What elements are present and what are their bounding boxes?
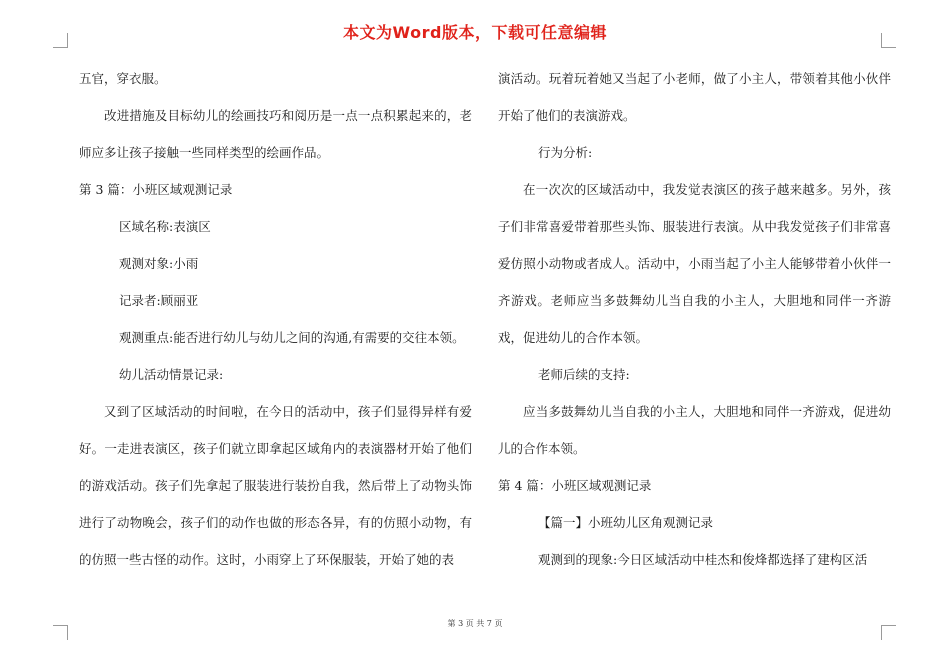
- paragraph: 老师后续的支持:: [538, 367, 630, 382]
- paragraph: 应当多鼓舞幼儿当自我的小主人，大胆地和同伴一齐游戏，促进幼儿的合作本领。: [498, 404, 891, 456]
- subsection-heading: 【篇一】小班幼儿区角观测记录: [538, 515, 714, 530]
- paragraph: 记录者:顾丽亚: [119, 293, 199, 308]
- crop-mark-top-left: [53, 33, 68, 48]
- paragraph: 幼儿活动情景记录:: [119, 367, 224, 382]
- paragraph: 观测对象:小雨: [119, 256, 199, 271]
- paragraph: 又到了区域活动的时间啦，在今日的活动中，孩子们显得异样有爱好。一走进表演区，孩子们就立即拿起区域角内的表演器材开始了他们的游戏活动。孩子们先拿起了服装进行装扮自我，然后带上了动物头饰进行了动物晚会，孩子们的动作也做的形态各异，有的仿照小动物，有的仿照一些古怪的动作。这时，小雨穿上了环保服装，开始了她的表: [79, 404, 472, 567]
- paragraph: 观测重点:能否进行幼儿与幼儿之间的沟通,有需要的交往本领。: [119, 330, 465, 345]
- paragraph: 改进措施及目标幼儿的绘画技巧和阅历是一点一点积累起来的，老师应多让孩子接触一些同样类型的绘画作品。: [79, 108, 472, 160]
- left-column: [79, 60, 472, 578]
- crop-mark-top-right: [881, 33, 896, 48]
- paragraph: 行为分析:: [538, 145, 593, 160]
- paragraph: 演活动。玩着玩着她又当起了小老师，做了小主人，带领着其他小伙伴开始了他们的表演游戏。: [498, 71, 891, 123]
- word-version-banner: 本文为Word版本，下载可任意编辑: [343, 23, 607, 42]
- paragraph: 观测到的现象:今日区域活动中桂杰和俊烽都选择了建构区活: [538, 552, 868, 567]
- paragraph: 区域名称:表演区: [119, 219, 211, 234]
- page-number: 第 3 页 共 7 页: [447, 619, 503, 628]
- paragraph: 在一次次的区域活动中，我发觉表演区的孩子越来越多。另外，孩子们非常喜爱带着那些头饰、服装进行表演。从中我发觉孩子们非常喜爱仿照小动物或者成人。活动中，小雨当起了小主人能够带着小伙伴一齐游戏。老师应当多鼓舞幼儿当自我的小主人，大胆地和同伴一齐游戏，促进幼儿的合作本领。: [498, 182, 891, 345]
- section-heading: 第 3 篇：小班区域观测记录: [79, 182, 233, 197]
- right-column: [498, 60, 891, 578]
- paragraph: 五官，穿衣服。: [79, 71, 167, 86]
- section-heading: 第 4 篇：小班区域观测记录: [498, 478, 652, 493]
